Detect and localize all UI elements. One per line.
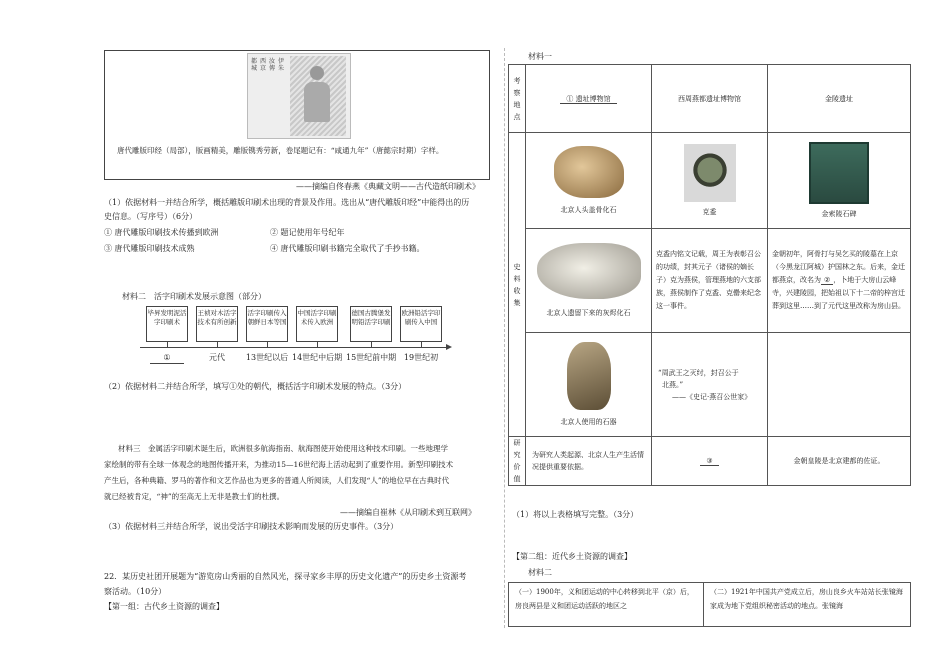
fossil-cell bbox=[526, 133, 652, 229]
scroll-text-column: 汝傳 bbox=[269, 58, 276, 72]
value-cell-3: 金朝皇陵是北京建都的佐证。 bbox=[768, 437, 911, 486]
material1-figure-box bbox=[104, 50, 490, 180]
row-header-evidence: 史料收集 bbox=[509, 133, 526, 437]
scroll-text-column: 都城 bbox=[251, 58, 258, 72]
empty-cell bbox=[768, 333, 911, 437]
timeline-box: 中国活字印刷术传入欧洲 bbox=[296, 306, 338, 342]
timeline-box: 欧洲铅活字印刷传入中国 bbox=[400, 306, 442, 342]
group-1-heading: 【第一组：古代乡土资源的调查】 bbox=[104, 602, 224, 611]
question-1-line2: 史信息。（写序号）（6分） bbox=[104, 212, 198, 221]
question-22-line2: 察活动。（10分） bbox=[104, 587, 167, 596]
option-3: ③ 唐代雕版印刷技术成熟 bbox=[104, 244, 195, 253]
site-blank-1: ① 遗址博物馆 bbox=[560, 95, 616, 104]
question-2: （2）依据材料二并结合所学，填写①处的朝代，概括活字印刷术发展的特点。（3分） bbox=[104, 382, 407, 391]
bronze-he-image bbox=[684, 144, 736, 202]
value-cell-2 bbox=[652, 437, 768, 486]
figure-source: ——摘编自佟春燕《典藏文明——古代造纸印刷术》 bbox=[296, 182, 480, 191]
material2-right-title: 材料二 bbox=[528, 568, 552, 577]
jin-text-cell bbox=[768, 229, 911, 333]
burnt-caption: 北京人遗留下来的灰烬化石 bbox=[546, 308, 631, 317]
material3-line: 材料三 金属活字印刷术诞生后，欧洲很多航海指南、航海图使开始使用这种技术印刷。一些地理学 bbox=[118, 444, 448, 453]
timeline-tick bbox=[267, 342, 268, 348]
question-3: （3）依据材料三并结合所学，说出受活字印刷技术影响而发展的历史事件。（3分） bbox=[104, 522, 399, 531]
burnt-cell bbox=[526, 229, 652, 333]
tool-caption: 北京人使用的石器 bbox=[560, 417, 617, 426]
site-cell-1 bbox=[526, 65, 652, 133]
value-cell-1: 为研究人类起源、北京人生产生活情况提供重要依据。 bbox=[526, 437, 652, 486]
timeline-tick bbox=[167, 342, 168, 348]
material2-title: 材料二 活字印刷术发展示意图（部分） bbox=[122, 292, 266, 301]
table-question-note: （1）将以上表格填写完整。（3分） bbox=[512, 510, 639, 519]
modern-item-1: （一）1900年，义和团运动的中心转移到北平（京）后，房良两县是义和团运动活跃的地区之 bbox=[509, 583, 704, 627]
timeline-box: 德国古腾堡发明铅活字印刷 bbox=[350, 306, 392, 342]
buddha-illustration bbox=[290, 56, 346, 136]
material3-source: ——摘编自崔林《从印刷术到互联网》 bbox=[340, 508, 476, 517]
timeline-tick bbox=[421, 342, 422, 348]
timeline-box: 毕昇发明泥活字印刷术 bbox=[146, 306, 188, 342]
question-22-line1: 22．某历史社团开展题为“游览房山秀丽的自然风光，探寻家乡丰厚的历史文化遗产”的历史乡土资源考 bbox=[104, 572, 467, 581]
site-cell-3: 金陵遗址 bbox=[768, 65, 911, 133]
modern-resources-table bbox=[508, 582, 911, 627]
timeline-label: 14世纪中后期 bbox=[292, 353, 343, 362]
material3-line: 产生后，各种典籍、罗马的著作和文艺作品也为更多的普通人所阅读，人们发现“人”的地位早在古典时代 bbox=[104, 476, 450, 485]
row-header-value: 研究价值 bbox=[509, 437, 526, 486]
timeline-tick bbox=[371, 342, 372, 348]
question-1-line1: （1）依据材料一并结合所学，概括雕版印刷术出现的背景及作用。选出从“唐代雕版印经”中能得出的历 bbox=[104, 198, 470, 207]
row-header-site: 考察地点 bbox=[509, 65, 526, 133]
stone-tool-image bbox=[567, 342, 611, 410]
shiji-quote-2: 北燕。” bbox=[662, 380, 684, 389]
timeline-arrow-icon bbox=[446, 344, 452, 350]
stone-caption: 金索陵石碑 bbox=[821, 209, 857, 218]
column-divider bbox=[504, 48, 505, 628]
stone-tablet-image bbox=[809, 142, 869, 204]
material1-title: 材料一 bbox=[528, 52, 552, 61]
material3-line: 家绘制的带有全球一体观念的地图传播开来，为推动15—16世纪海上活动起到了重要作用。新型印刷技术 bbox=[104, 460, 454, 469]
burnt-fossil-image bbox=[537, 243, 641, 299]
he-caption: 克盉 bbox=[702, 207, 717, 216]
jin-text-a: 金朝初年，阿骨打与吴乞买的陵墓在上京（今黑龙江阿城）护国林之东。后来，金迁都燕京，改名为 bbox=[772, 250, 905, 284]
jin-text-b: ，卜地于大房山云峰寺，兴建陵园，把始祖以下十二帝的梓宫迁葬到这里……到了元代这里改称为房山县。 bbox=[772, 276, 905, 310]
shiji-cell bbox=[652, 333, 768, 437]
scroll-text-column: 伊朱 bbox=[278, 58, 285, 72]
timeline-box: 活字印刷传入朝鲜日本等国 bbox=[246, 306, 288, 342]
value-blank-3: ③ bbox=[700, 457, 718, 466]
option-4: ④ 唐代雕版印刷书籍完全取代了手抄书籍。 bbox=[270, 244, 425, 253]
timeline-axis bbox=[140, 347, 450, 348]
timeline-blank-1: ① bbox=[150, 352, 184, 364]
material3-line: 就已经被肯定，“神”的至高无上无非是教士们的杜撰。 bbox=[104, 492, 285, 501]
shiji-source: ——《史记·燕召公世家》 bbox=[672, 392, 752, 401]
he-text-cell: 克盉内铭文记载，周王为表彰召公的功绩，封其元子（诸侯的嫡长子）克为燕侯，管理燕地的六支部族，燕侯制作了克盉、克罍来纪念这一事件。 bbox=[652, 229, 768, 333]
option-2: ② 题记使用年号纪年 bbox=[270, 228, 345, 237]
timeline-tick bbox=[217, 342, 218, 348]
timeline-label: 13世纪以后 bbox=[245, 353, 289, 362]
site-cell-2: 西周燕都遗址博物馆 bbox=[652, 65, 768, 133]
he-cell bbox=[652, 133, 768, 229]
fossil-caption: 北京人头盖骨化石 bbox=[560, 205, 617, 214]
timeline-tick bbox=[317, 342, 318, 348]
group-2-heading: 【第二组：近代乡土资源的调查】 bbox=[512, 552, 632, 561]
stone-cell bbox=[768, 133, 911, 229]
timeline-label: 19世纪初 bbox=[403, 353, 439, 362]
timeline-box: 王祯对木活字技术有所创新 bbox=[196, 306, 238, 342]
option-1: ① 唐代雕版印刷技术传播到欧洲 bbox=[104, 228, 219, 237]
site-blank-2: ② bbox=[821, 276, 833, 285]
sutra-print-image bbox=[247, 53, 351, 139]
timeline-label: 元代 bbox=[209, 353, 225, 362]
tool-cell bbox=[526, 333, 652, 437]
investigation-table bbox=[508, 64, 911, 486]
scroll-text-column: 西京 bbox=[260, 58, 267, 72]
modern-item-2: （二）1921年中国共产党成立后，房山良乡火车站站长张镜海家成为地下党组织秘密活动的地点。张镜海 bbox=[704, 583, 911, 627]
timeline-label: 15世纪前中期 bbox=[346, 353, 397, 362]
skull-fossil-image bbox=[554, 146, 624, 198]
figure-caption: 唐代雕版印经（局部），版画精美，雕版镌秀劳新，卷尾题记有：“咸通九年”（唐懿宗时期）字样。 bbox=[117, 146, 444, 155]
shiji-quote-1: “周武王之灭纣，封召公于 bbox=[658, 368, 739, 377]
